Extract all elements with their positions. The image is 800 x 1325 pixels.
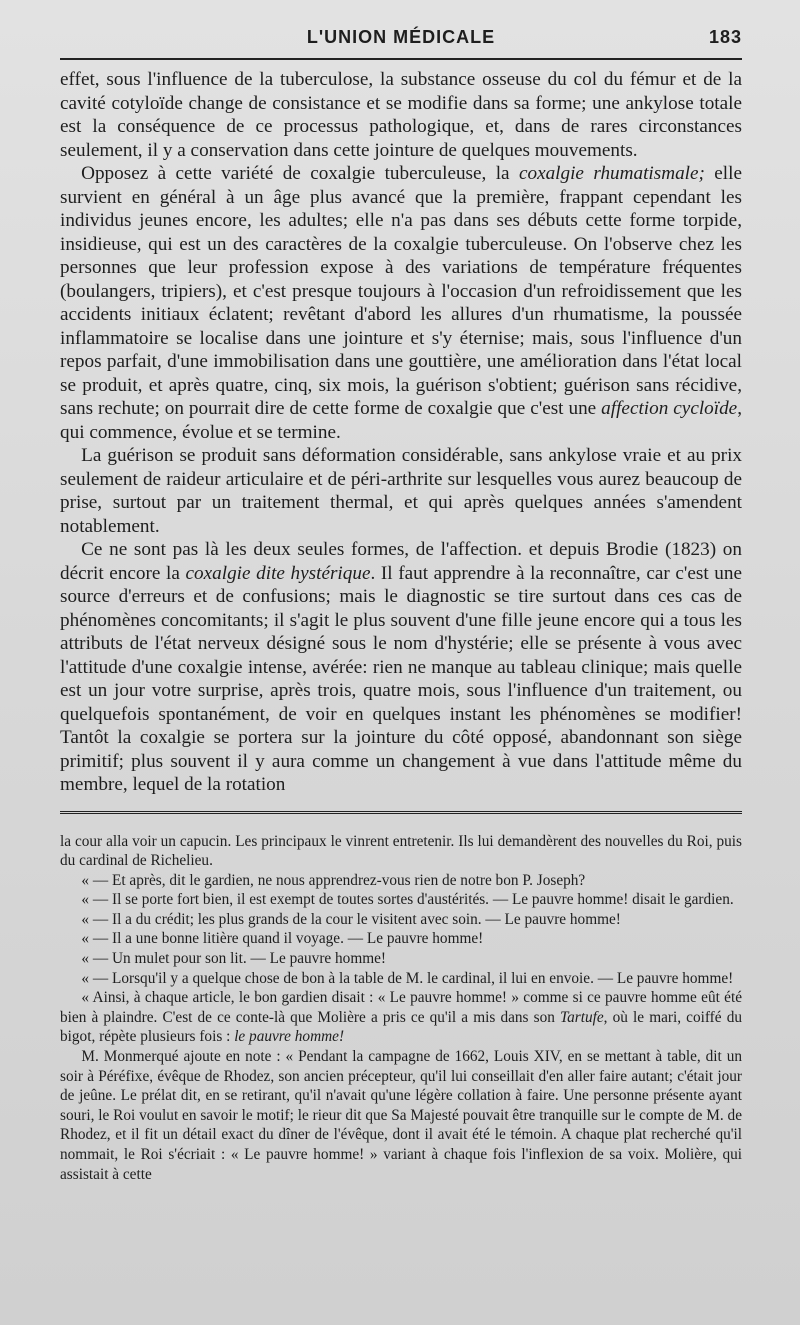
paragraph-2-part-b: elle survient en général à un âge plus avancé que la première, frappant cependant les individus jeunes encore, les adultes; elle n'a pas dans ses débuts cette forme torpide, insidieuse, qui est un des caractères de la coxalgie tuberculeuse. On l'observe chez les personnes que leur profession expose à des variations de température fréquentes (boulangers, tripiers), et c'est presque toujours à l'occasion d'un refroidissement que les accidents initiaux éclatent; revêtant d'abord les allures d'un rhumatisme, la poussée inflammatoire se localise dans une jointure et s'y éternise; mais, sous l'influence d'un repos parfait, d'une immobilisation dans une gouttière, une amélioration dans l'état local se produit, et après quatre, cinq, six mois, la guérison s'obtient; guérison sans récidive, sans rechute; on pourrait dire de cette forme de coxalgie que c'est une bbox=[60, 163, 742, 419]
footnote-separator bbox=[60, 811, 742, 814]
running-head bbox=[60, 22, 742, 52]
note-8-part-b: , où le mari, coiffé du bigot, répète plusieurs fois : bbox=[60, 1008, 742, 1046]
note-2: « — Et après, dit le gardien, ne nous apprendrez-vous rien de notre bon P. Joseph? bbox=[81, 871, 586, 889]
note-7: « — Lorsqu'il y a quelque chose de bon à la table de M. le cardinal, il lui en envoie. — Le pauvre homme! bbox=[81, 969, 734, 987]
note-8-part-a: « Ainsi, à chaque article, le bon gardien disait : « Le pauvre homme! » comme si ce pauvre homme eût été bien à plaindre. C'est de ce conte-là que Molière a pris ce qu'il a mis dans son bbox=[60, 989, 742, 1026]
header-rule bbox=[60, 58, 742, 60]
note-3: « — Il se porte fort bien, il est exempt de toutes sortes d'austérités. — Le pauvre homme! disait le gardien. bbox=[81, 891, 734, 909]
paragraph-2-part-c: , qui commence, évolue et se termine. bbox=[60, 398, 742, 443]
paragraph-2-part-a: Opposez à cette variété de coxalgie tuberculeuse, la bbox=[81, 163, 519, 184]
paragraph-4-italic-1: coxalgie dite hystérique bbox=[185, 562, 371, 584]
note-5: « — Il a une bonne litière quand il voyage. — Le pauvre homme! bbox=[81, 930, 484, 948]
paragraph-2 bbox=[60, 162, 742, 444]
paragraph-4-part-a: Ce ne sont pas là les deux seules formes, de l'affection. et depuis Brodie (1823) on décrit encore la bbox=[60, 539, 742, 584]
note-8-italic-2: le pauvre homme! bbox=[234, 1028, 345, 1046]
paragraph-4-part-b: . Il faut apprendre à la reconnaître, car c'est une source d'erreurs et de confusions; mais le diagnostic se tire surtout dans ces cas de phénomènes concomitants; il s'agit le plus souvent d'une fille jeune encore qui a tous les attributs de l'état nerveux désigné sous le nom d'hystérie; elle se présente à vous avec l'attitude d'une coxalgie intense, avérée: rien ne manque au tableau clinique; mais quelle est un jour votre surprise, après trois, quatre mois, sous l'influence d'un traitement, ou quelquefois spontanément, de voir en quelques instant les phénomènes se modifier! Tantôt la coxalgie se portera sur la jointure du côté opposé, abandonnant son siège primitif; plus souvent il y aura comme un changement à vue dans l'attitude même du membre, lequel de la rotation bbox=[60, 562, 742, 795]
paragraph-2-italic-2: affection cycloïde bbox=[601, 398, 738, 419]
footnotes bbox=[60, 832, 742, 1185]
paragraph-3: La guérison se produit sans déformation considérable, sans ankylose vraie et au prix seulement de raideur articulaire et de péri-arthrite sur lesquelles vous aurez beaucoup de prise, surtout par un traitement thermal, et qui après quelques années s'amendent notablement. bbox=[60, 445, 742, 537]
paragraph-4 bbox=[60, 538, 742, 797]
main-text bbox=[60, 68, 742, 797]
note-8 bbox=[60, 988, 742, 1047]
note-1: la cour alla voir un capucin. Les principaux le vinrent entretenir. Ils lui demandèrent des nouvelles du Roi, puis du cardinal de Richelieu. bbox=[60, 832, 742, 870]
journal-title: L'UNION MÉDICALE bbox=[306, 27, 496, 47]
paragraph-1: effet, sous l'influence de la tuberculose, la substance osseuse du col du fémur et de la cavité cotyloïde change de consistance et se modifie dans sa forme; une ankylose totale est la conséquence de ce processus pathologique, et, dans de rares circonstances seulement, il y a conservation dans cette jointure de quelques mouvements. bbox=[60, 69, 742, 161]
paragraph-2-italic-1: coxalgie rhumatismale; bbox=[518, 163, 705, 184]
note-6: « — Un mulet pour son lit. — Le pauvre homme! bbox=[81, 950, 387, 968]
note-9: M. Monmerqué ajoute en note : « Pendant la campagne de 1662, Louis XIV, en se mettant à table, dit un soir à Péréfixe, évêque de Rhodez, son ancien précepteur, qu'il lui conseillait d'en aller faire autant; c'était jour de jeûne. Le prélat dit, en se retirant, qu'il n'avait qu'une légère collation à faire. Une personne présente ayant souri, le Roi voulut en savoir le motif; le rieur dit que Sa Majesté pouvait être tranquille sur le compte de M. de Rhodez, et il fit un détail exact du dîner de l'évêque, dont il avait été le témoin. A chaque plat recherché qu'il nommait, le Roi s'écriait : « Le pauvre homme! » variant à chaque fois l'inflexion de sa voix. Molière, qui assistait à cette bbox=[60, 1048, 742, 1183]
page-number: 183 bbox=[708, 27, 742, 47]
note-4: « — Il a du crédit; les plus grands de la cour le visitent avec soin. — Le pauvre homme! bbox=[81, 910, 621, 928]
note-8-italic-1: Tartufe bbox=[560, 1008, 604, 1026]
